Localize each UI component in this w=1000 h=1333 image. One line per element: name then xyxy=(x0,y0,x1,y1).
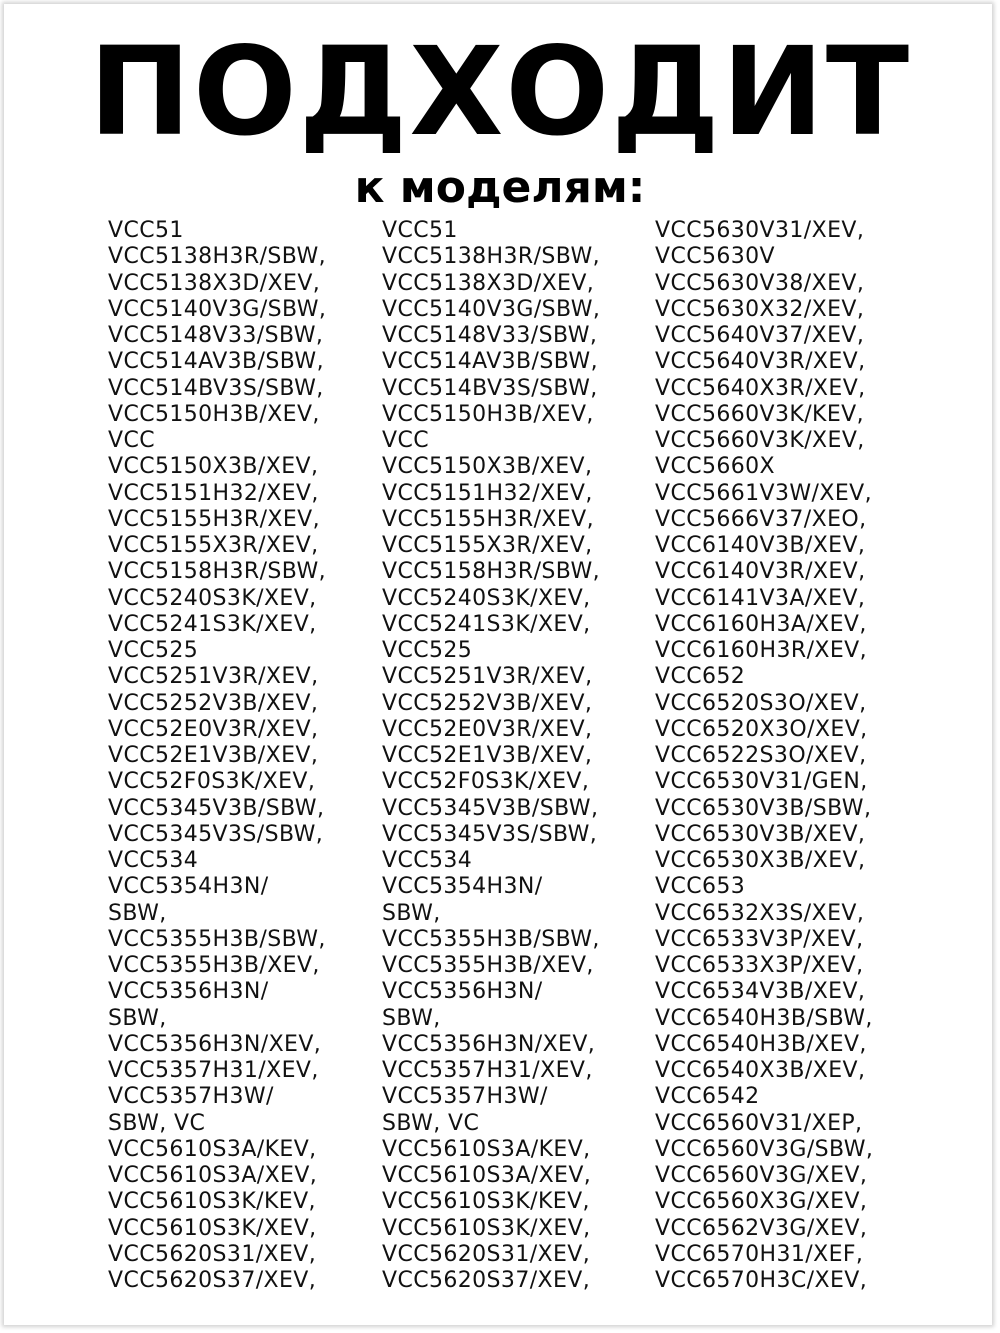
model-item: VCC6140V3B/XEV, xyxy=(655,533,866,558)
model-item: VCC5150X3B/XEV, xyxy=(382,454,593,480)
model-item: VCC534 xyxy=(108,848,199,873)
model-item: VCC6534V3B/XEV, xyxy=(655,979,866,1005)
model-item: VCC6530V3B/XEV, xyxy=(655,821,866,847)
model-item: VCC52E0V3R/XEV, xyxy=(382,716,593,742)
model-item: VCC5640X3R/XEV, xyxy=(655,375,866,401)
model-item: VCC5620S37/XEV, xyxy=(108,1268,317,1293)
model-item: VCC xyxy=(382,428,429,453)
model-item: VCC5620S31/XEV, xyxy=(382,1241,591,1267)
model-item: VCC6522S3O/XEV, xyxy=(655,743,867,768)
model-item: VCC5155X3R/XEV, xyxy=(382,533,593,558)
model-item: VCC5138X3D/XEV, xyxy=(382,270,595,296)
model-item: VCC514AV3B/SBW, xyxy=(382,349,598,375)
model-item: VCC5345V3B/SBW, xyxy=(108,795,325,821)
model-item: VCC6540H3B/SBW, xyxy=(655,1005,873,1031)
model-item: VCC5357H31/XEV, xyxy=(382,1058,593,1083)
model-item: VCC525 xyxy=(108,638,199,663)
model-item: VCC6542 xyxy=(655,1084,760,1110)
model-item: VCC5355H3B/XEV, xyxy=(382,953,594,978)
model-column-1 xyxy=(108,218,326,1294)
model-item: SBW, xyxy=(108,1005,167,1031)
page-subtitle: к моделям: xyxy=(354,162,646,213)
model-item: VCC5356H3N/ xyxy=(108,979,269,1005)
model-item: SBW, VC xyxy=(382,1110,480,1136)
model-item: VCC5150H3B/XEV, xyxy=(382,401,594,427)
model-item: VCC5356H3N/XEV, xyxy=(108,1031,322,1057)
model-item: VCC6533X3P/XEV, xyxy=(655,953,864,978)
model-item: VCC5610S3K/XEV, xyxy=(382,1215,591,1241)
model-item: VCC5660X xyxy=(655,454,776,480)
model-item: VCC5620S37/XEV, xyxy=(382,1268,591,1293)
model-item: VCC6530V31/GEN, xyxy=(655,769,868,795)
model-item: VCC5151H32/XEV, xyxy=(108,480,319,506)
model-item: VCC6520X3O/XEV, xyxy=(655,716,868,742)
model-item: VCC6560V3G/SBW, xyxy=(655,1136,874,1162)
model-item: VCC5357H31/XEV, xyxy=(108,1058,319,1083)
model-item: SBW, xyxy=(382,1005,441,1031)
model-item: VCC5640V3R/XEV, xyxy=(655,349,866,375)
model-item: VCC52F0S3K/XEV, xyxy=(108,769,316,795)
model-item: VCC5354H3N/ xyxy=(382,874,543,900)
model-item: VCC52F0S3K/XEV, xyxy=(382,769,590,795)
model-item: VCC5155H3R/XEV, xyxy=(382,506,595,532)
model-item: VCC534 xyxy=(382,848,473,873)
model-item: VCC51 xyxy=(108,218,184,243)
model-item: VCC5666V37/XEO, xyxy=(655,506,867,532)
model-item: VCC5630X32/XEV, xyxy=(655,296,865,322)
model-item: VCC5140V3G/SBW, xyxy=(382,296,601,322)
model-item: VCC6530X3B/XEV, xyxy=(655,848,866,873)
model-item: VCC514AV3B/SBW, xyxy=(108,349,324,375)
model-item: VCC5610S3A/KEV, xyxy=(382,1136,591,1162)
model-item: VCC525 xyxy=(382,638,473,663)
model-item: VCC5630V31/XEV, xyxy=(655,218,865,243)
model-item: VCC5140V3G/SBW, xyxy=(108,296,327,322)
model-item: VCC5357H3W/ xyxy=(382,1084,548,1110)
model-item: VCC514BV3S/SBW, xyxy=(108,375,324,401)
model-item: VCC52E1V3B/XEV, xyxy=(382,743,593,768)
model-item: VCC5148V33/SBW, xyxy=(382,323,598,348)
model-item: VCC5356H3N/ xyxy=(382,979,543,1005)
model-item: VCC5610S3A/KEV, xyxy=(108,1136,317,1162)
model-item: VCC5240S3K/XEV, xyxy=(382,585,591,611)
model-item: VCC6520S3O/XEV, xyxy=(655,690,867,716)
model-item: VCC5630V xyxy=(655,244,776,270)
model-item: VCC5356H3N/XEV, xyxy=(382,1031,596,1057)
model-item: VCC5155H3R/XEV, xyxy=(108,506,321,532)
model-item: VCC652 xyxy=(655,664,746,690)
model-item: VCC6560X3G/XEV, xyxy=(655,1189,868,1215)
model-item: VCC6533V3P/XEV, xyxy=(655,926,864,952)
model-column-2 xyxy=(382,218,600,1294)
model-item: VCC5660V3K/XEV, xyxy=(655,428,865,453)
model-item: VCC6530V3B/SBW, xyxy=(655,795,872,821)
model-item: VCC5138H3R/SBW, xyxy=(382,244,601,270)
model-item: VCC6560V3G/XEV, xyxy=(655,1163,868,1188)
model-item: VCC5345V3S/SBW, xyxy=(108,821,324,847)
model-item: VCC6540H3B/XEV, xyxy=(655,1031,867,1057)
model-item: VCC653 xyxy=(655,874,746,900)
model-item: VCC5355H3B/SBW, xyxy=(382,926,600,952)
model-item: SBW, xyxy=(108,900,167,926)
model-item: VCC5610S3K/XEV, xyxy=(108,1215,317,1241)
model-item: VCC6570H31/XEF, xyxy=(655,1241,864,1267)
model-item: VCC5158H3R/SBW, xyxy=(382,559,601,585)
model-item: VCC5610S3K/KEV, xyxy=(382,1189,590,1215)
model-item: VCC5355H3B/SBW, xyxy=(108,926,326,952)
model-item: VCC5148V33/SBW, xyxy=(108,323,324,348)
model-item: VCC6562V3G/XEV, xyxy=(655,1215,868,1241)
model-list xyxy=(0,218,1000,1308)
model-item: VCC6570H3C/XEV, xyxy=(655,1268,868,1293)
model-item: VCC6141V3A/XEV, xyxy=(655,585,866,611)
model-item: VCC5241S3K/XEV, xyxy=(382,611,591,637)
model-item: VCC514BV3S/SBW, xyxy=(382,375,598,401)
model-item: VCC5357H3W/ xyxy=(108,1084,274,1110)
model-item: VCC5251V3R/XEV, xyxy=(108,664,319,690)
model-item: VCC xyxy=(108,428,155,453)
model-item: VCC5630V38/XEV, xyxy=(655,270,865,296)
model-item: VCC5640V37/XEV, xyxy=(655,323,865,348)
model-item: VCC5240S3K/XEV, xyxy=(108,585,317,611)
model-item: VCC6540X3B/XEV, xyxy=(655,1058,866,1083)
model-item: VCC5138X3D/XEV, xyxy=(108,270,321,296)
model-item: VCC5252V3B/XEV, xyxy=(108,690,319,716)
model-item: VCC6160H3R/XEV, xyxy=(655,638,868,663)
model-item: VCC52E1V3B/XEV, xyxy=(108,743,319,768)
model-item: SBW, VC xyxy=(108,1110,206,1136)
model-item: VCC5355H3B/XEV, xyxy=(108,953,320,978)
model-item: VCC5252V3B/XEV, xyxy=(382,690,593,716)
model-item: VCC5610S3K/KEV, xyxy=(108,1189,316,1215)
model-item: VCC5345V3S/SBW, xyxy=(382,821,598,847)
model-item: SBW, xyxy=(382,900,441,926)
model-item: VCC51 xyxy=(382,218,458,243)
model-item: VCC6140V3R/XEV, xyxy=(655,559,866,585)
model-item: VCC5138H3R/SBW, xyxy=(108,244,327,270)
model-item: VCC52E0V3R/XEV, xyxy=(108,716,319,742)
model-item: VCC5155X3R/XEV, xyxy=(108,533,319,558)
model-item: VCC6532X3S/XEV, xyxy=(655,900,865,926)
model-item: VCC6560V31/XEP, xyxy=(655,1110,863,1136)
model-item: VCC5660V3K/KEV, xyxy=(655,401,865,427)
model-item: VCC6160H3A/XEV, xyxy=(655,611,867,637)
model-item: VCC5661V3W/XEV, xyxy=(655,480,872,506)
model-item: VCC5241S3K/XEV, xyxy=(108,611,317,637)
model-item: VCC5251V3R/XEV, xyxy=(382,664,593,690)
page-title: ПОДХОДИТ xyxy=(88,21,912,163)
model-item: VCC5610S3A/XEV, xyxy=(382,1163,592,1188)
model-item: VCC5620S31/XEV, xyxy=(108,1241,317,1267)
model-column-3 xyxy=(655,218,873,1294)
model-item: VCC5151H32/XEV, xyxy=(382,480,593,506)
model-item: VCC5150H3B/XEV, xyxy=(108,401,320,427)
model-item: VCC5354H3N/ xyxy=(108,874,269,900)
model-item: VCC5158H3R/SBW, xyxy=(108,559,327,585)
model-item: VCC5345V3B/SBW, xyxy=(382,795,599,821)
model-item: VCC5610S3A/XEV, xyxy=(108,1163,318,1188)
model-item: VCC5150X3B/XEV, xyxy=(108,454,319,480)
